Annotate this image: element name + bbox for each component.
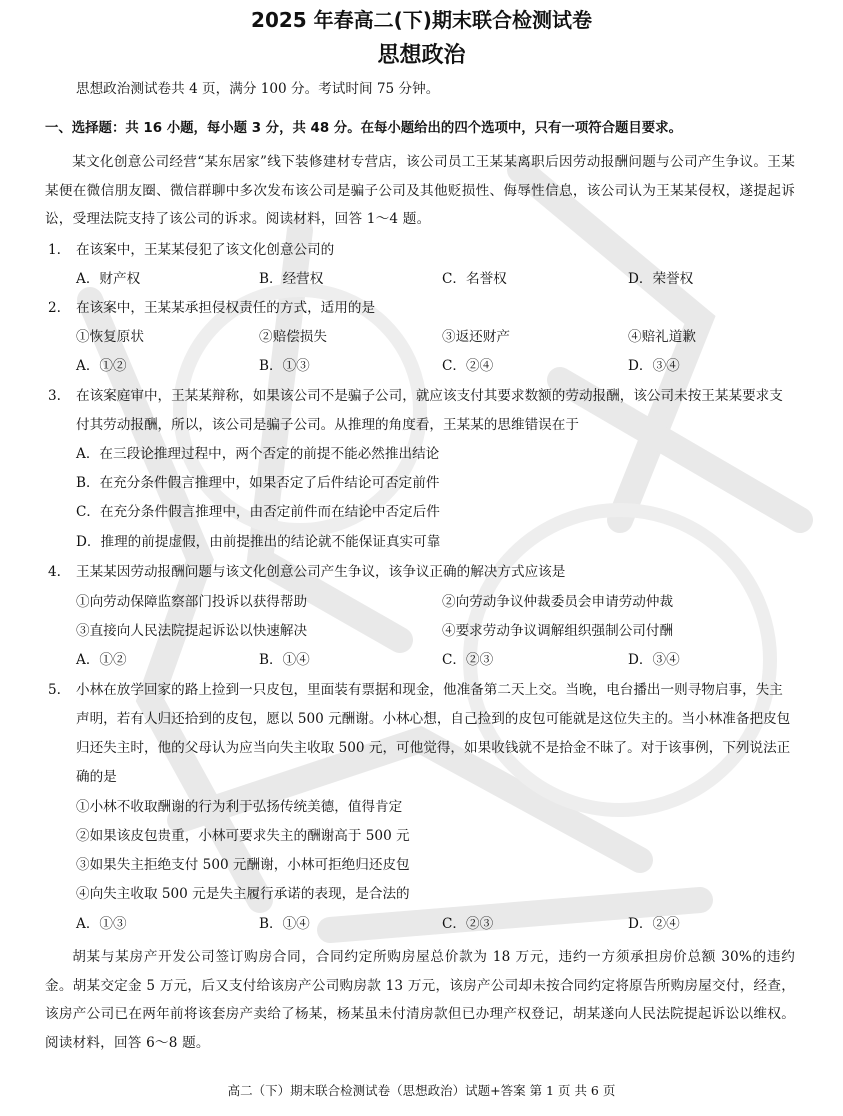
statement-item: ④向失主收取 500 元是失主履行承诺的表现，是合法的 [76, 886, 410, 902]
section-heading: 一、选择题：共 16 小题，每小题 3 分，共 48 分。在每小题给出的四个选项中，只有一项符合题目要求。 [45, 121, 682, 136]
option-b: B．①③ [259, 358, 310, 374]
statement-item: ④赔礼道歉 [628, 329, 696, 345]
option-b: B．①④ [259, 916, 310, 932]
option-c: C．②③ [442, 916, 494, 932]
option-b: B．经营权 [259, 271, 324, 287]
option-a: A．①③ [76, 916, 127, 932]
option-d: D．②④ [628, 916, 680, 932]
statement-item: ③返还财产 [442, 329, 510, 345]
statement-item: ④要求劳动争议调解组织强制公司付酬 [442, 623, 674, 639]
option-b: B．①④ [259, 652, 310, 668]
question-stem: 在该案中，王某某侵犯了该文化创意公司的 [76, 242, 335, 258]
statement-item: ③如果失主拒绝支付 500 元酬谢，小林可拒绝归还皮包 [76, 857, 410, 873]
statement-item: ③直接向人民法院提起诉讼以快速解决 [76, 623, 308, 639]
option-d: D．③④ [628, 652, 680, 668]
option-a: A．在三段论推理过程中，两个否定的前提不能必然推出结论 [76, 446, 440, 462]
question-number: 5. [48, 682, 61, 698]
question-number: 1. [48, 242, 61, 258]
option-b: B．在充分条件假言推理中，如果否定了后件结论可否定前件 [76, 475, 440, 491]
question-3 [48, 382, 793, 440]
option-c: C．名誉权 [442, 271, 507, 287]
question-5 [48, 676, 793, 792]
question-1 [48, 236, 793, 265]
statement-item: ②赔偿损失 [259, 329, 327, 345]
question-2 [48, 294, 793, 323]
page-footer: 高二（下）期末联合检测试卷（思想政治）试题+答案 第 1 页 共 6 页 [227, 1083, 616, 1098]
question-number: 2. [48, 300, 61, 316]
statement-item: ①小林不收取酬谢的行为利于弘扬传统美德，值得肯定 [76, 799, 403, 815]
option-d: D．荣誉权 [628, 271, 694, 287]
question-4 [48, 558, 793, 587]
exam-title: 2025 年春高二(下)期末联合检测试卷 [251, 8, 592, 32]
question-stem: 在该案庭审中，王某某辩称，如果该公司不是骗子公司，就应该支付其要求数额的劳动报酬，该公司未按王某某要求支付其劳动报酬，所以，该公司是骗子公司。从推理的角度看，王某某的思维错误在于 [76, 388, 783, 433]
option-a: A．①② [76, 652, 127, 668]
question-number: 4. [48, 564, 61, 580]
question-stem: 在该案中，王某某承担侵权责任的方式，适用的是 [76, 300, 376, 316]
option-d: D．推理的前提虚假，由前提推出的结论就不能保证真实可靠 [76, 534, 441, 550]
statement-item: ①向劳动保障监察部门投诉以获得帮助 [76, 594, 308, 610]
question-stem: 王某某因劳动报酬问题与该文化创意公司产生争议，该争议正确的解决方式应该是 [76, 564, 566, 580]
material-paragraph-2: 胡某与某房产开发公司签订购房合同，合同约定所购房屋总价款为 18 万元，违约一方须承担房价总额 30%的违约金。胡某交定金 5 万元，后又支付给该房产公司购房款 13 万元，该房产公司却未按合同约定将原告所购房屋交付，经查，该房产公司已在两年前将该套房产卖给了杨某，杨某虽未付清房款但已办理产权登记，胡某遂向人民法院提起诉讼以维权。阅读材料，回答 6～8 题。 [45, 949, 795, 1051]
question-stem: 小林在放学回家的路上捡到一只皮包，里面装有票据和现金，他准备第二天上交。当晚，电台播出一则寻物启事，失主声明，若有人归还拾到的皮包，愿以 500 元酬谢。小林心想，自己捡到的皮包可能就是这位失主的。当小林准备把皮包归还失主时，他的父母认为应当向失主收取 500 元，可他觉得，如果收钱就不是拾金不昧了。对于该事例，下列说法正确的是 [76, 682, 791, 785]
option-c: C．②③ [442, 652, 494, 668]
material-paragraph-1: 某文化创意公司经营“某东居家”线下装修建材专营店，该公司员工王某某离职后因劳动报酬问题与公司产生争议。王某某便在微信朋友圈、微信群聊中多次发布该公司是骗子公司及其他贬损性、侮辱性信息，该公司认为王某某侵权，遂提起诉讼，受理法院支持了该公司的诉求。阅读材料，回答 1～4 题。 [45, 154, 795, 227]
option-c: C．②④ [442, 358, 494, 374]
statement-item: ①恢复原状 [76, 329, 144, 345]
option-d: D．③④ [628, 358, 680, 374]
statement-item: ②向劳动争议仲裁委员会申请劳动仲裁 [442, 594, 674, 610]
subject-title: 思想政治 [377, 43, 466, 68]
question-number: 3. [48, 388, 61, 404]
option-a: A．财产权 [76, 271, 141, 287]
statement-item: ②如果该皮包贵重，小林可要求失主的酬谢高于 500 元 [76, 828, 410, 844]
exam-intro: 思想政治测试卷共 4 页，满分 100 分。考试时间 75 分钟。 [76, 81, 440, 97]
option-c: C．在充分条件假言推理中，由否定前件而在结论中否定后件 [76, 504, 440, 520]
option-a: A．①② [76, 358, 127, 374]
